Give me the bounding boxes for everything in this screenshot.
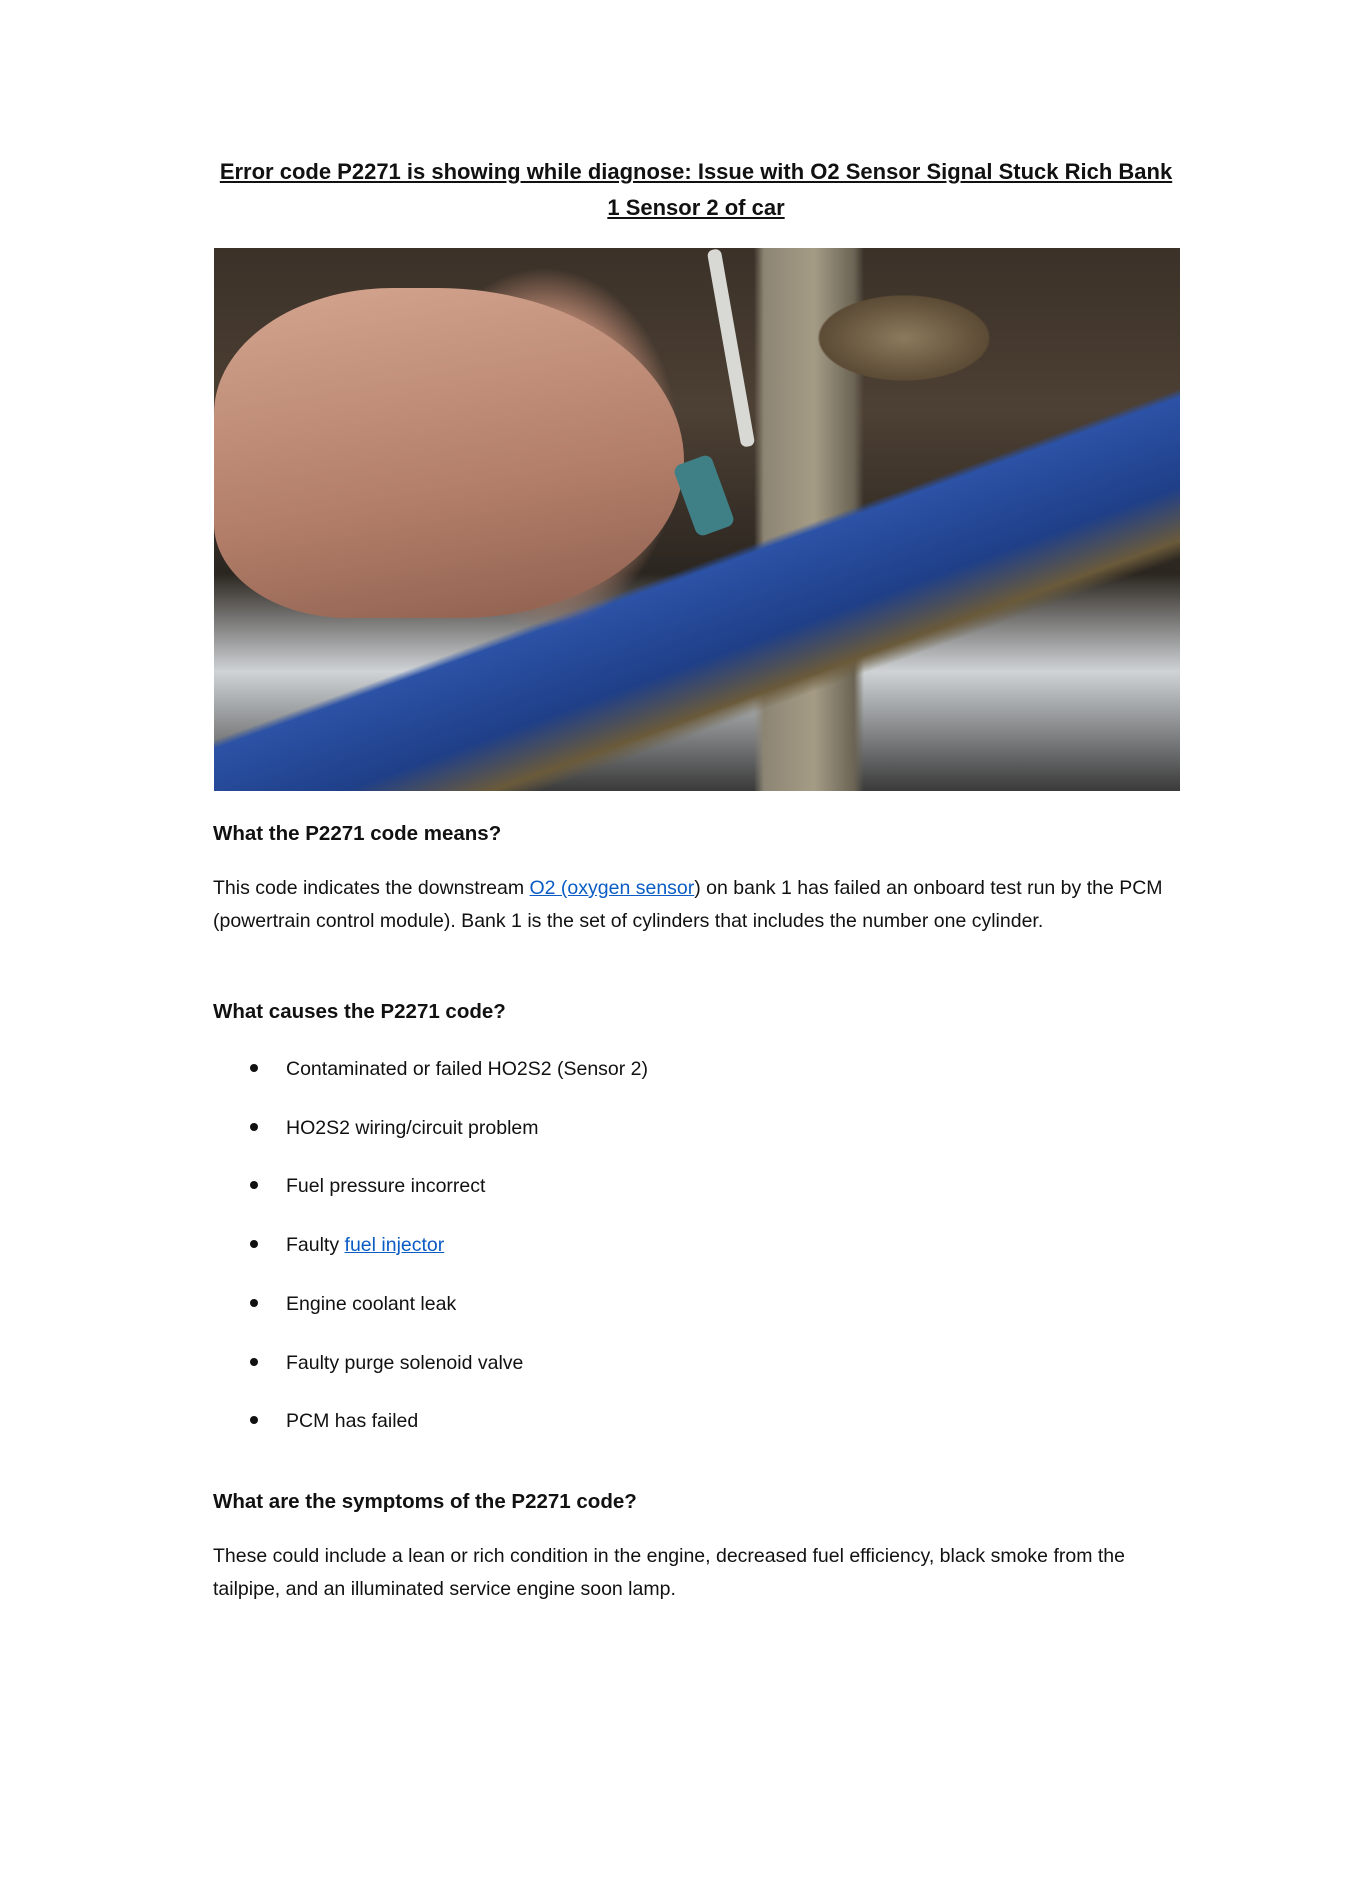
sensor-wire-image-part bbox=[707, 248, 756, 447]
list-item bbox=[250, 1113, 539, 1143]
bullet-icon bbox=[250, 1123, 258, 1131]
list-item bbox=[250, 1406, 418, 1436]
document-title: Error code P2271 is showing while diagnose: Issue with O2 Sensor Signal Stuck Rich Bank 1 Sensor 2 of car bbox=[219, 159, 1173, 220]
list-item-text: Contaminated or failed HO2S2 (Sensor 2) bbox=[286, 1058, 649, 1080]
list-item-text: Engine coolant leak bbox=[286, 1293, 457, 1315]
list-item-text: Faulty bbox=[286, 1234, 345, 1256]
list-item-text: Fuel pressure incorrect bbox=[286, 1175, 486, 1197]
list-item-text: HO2S2 wiring/circuit problem bbox=[286, 1117, 539, 1139]
o2-sensor-link[interactable]: O2 (oxygen sensor bbox=[529, 877, 695, 899]
bullet-icon bbox=[250, 1064, 258, 1072]
heading-code-meaning: What the P2271 code means? bbox=[213, 822, 502, 845]
bullet-icon bbox=[250, 1358, 258, 1366]
o2-sensor-connector-photo bbox=[214, 248, 1180, 791]
list-item bbox=[250, 1230, 444, 1260]
list-item bbox=[250, 1289, 456, 1319]
hand-image-part bbox=[214, 288, 684, 618]
heading-causes: What causes the P2271 code? bbox=[213, 1000, 506, 1023]
paragraph-code-meaning bbox=[213, 872, 1178, 938]
bullet-icon bbox=[250, 1299, 258, 1307]
text: This code indicates the downstream bbox=[213, 877, 530, 899]
list-item bbox=[250, 1171, 485, 1201]
paragraph-symptoms: These could include a lean or rich condition in the engine, decreased fuel efficiency, black smoke from the tailpipe, and an illuminated service engine soon lamp. bbox=[213, 1545, 1125, 1600]
bullet-icon bbox=[250, 1240, 258, 1248]
bullet-icon bbox=[250, 1181, 258, 1189]
list-item-text: Faulty purge solenoid valve bbox=[286, 1352, 524, 1374]
fuel-injector-link[interactable]: fuel injector bbox=[344, 1234, 445, 1256]
heading-symptoms: What are the symptoms of the P2271 code? bbox=[213, 1490, 637, 1513]
list-item-text: PCM has failed bbox=[286, 1410, 419, 1432]
bullet-icon bbox=[250, 1416, 258, 1424]
text: ) on bank 1 has failed an onboard test run by the PCM (powertrain control module). Bank 1 is the set of cylinders that includes the number one cylinder. bbox=[213, 877, 1163, 932]
list-item bbox=[250, 1054, 648, 1084]
list-item bbox=[250, 1348, 523, 1378]
connector-image-part bbox=[672, 453, 735, 537]
